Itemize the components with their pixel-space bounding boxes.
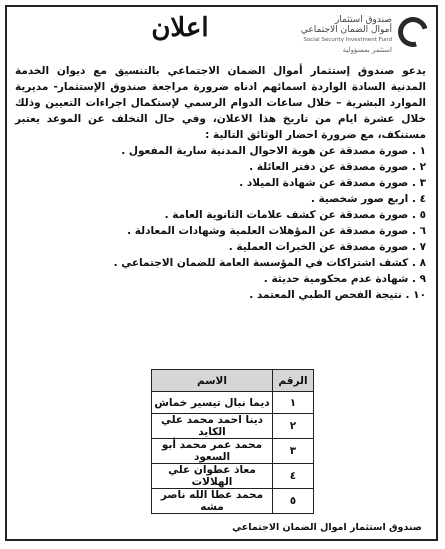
document-item: ٢ . صورة مصدقة عن دفتر العائلة . xyxy=(249,161,426,173)
table-row xyxy=(152,439,314,464)
table-row xyxy=(152,414,314,439)
logo-line-1: صندوق استثمار xyxy=(334,15,392,25)
row-name: محمد عطا الله ناصر مشه xyxy=(152,489,273,514)
document-item: ٦ . صورة مصدقة عن المؤهلات العلمية وشهادات المعادلة . xyxy=(127,225,426,237)
intro-paragraph: يدعو صندوق إستثمار أموال الضمان الاجتماعي بالتنسيق مع ديوان الخدمة المدنية السادة الواردة اسمائهم ادناه ضرورة مراجعة صندوق الإستثمار- مديرية الموارد البشرية – خلال ساعات الدوام الرسمي لإستكمال اجراءات التعيين وذلك خلال عشرة ايام من تاريخ هذا الاعلان، وفي حال التخلف عن الموعد يعتبر مستنكف، مع ضرورة احضار الوثائق التالية : xyxy=(15,65,426,141)
table-row xyxy=(152,392,314,414)
row-num: ٥ xyxy=(273,489,314,514)
row-name: ديما نبال تيسير خماش xyxy=(152,392,273,414)
ssif-logo xyxy=(278,15,428,59)
row-name: محمد عمر محمد أبو السعود xyxy=(152,439,273,464)
logo-line-2: أموال الضمان الاجتماعي xyxy=(300,25,392,35)
names-table-wrapper xyxy=(151,369,313,514)
row-num: ١ xyxy=(273,392,314,414)
row-num: ٣ xyxy=(273,439,314,464)
header-num: الرقم xyxy=(273,370,314,392)
header-name: الاسم xyxy=(152,370,273,392)
names-table xyxy=(151,369,314,514)
document-item: ٣ . صورة مصدقة عن شهادة الميلاد . xyxy=(239,177,426,189)
logo-line-4: استثمر بمسؤولية xyxy=(342,46,392,54)
ssif-logo-icon xyxy=(393,12,434,53)
document-item: ٨ . كشف اشتراكات في المؤسسة العامة للضمان الاجتماعي . xyxy=(113,257,426,269)
table-header-row xyxy=(152,370,314,392)
document-item: ١٠ . نتيجة الفحص الطبي المعتمد . xyxy=(249,289,426,301)
row-num: ٤ xyxy=(273,464,314,489)
table-row xyxy=(152,489,314,514)
page-title: اعلان xyxy=(151,13,209,43)
document-item: ٧ . صورة مصدقة عن الخبرات العملية . xyxy=(228,241,426,253)
announcement-frame xyxy=(5,5,438,541)
row-name: دينا احمد محمد علي الكايد xyxy=(152,414,273,439)
document-item: ٤ . اربع صور شخصية . xyxy=(310,193,426,205)
row-num: ٢ xyxy=(273,414,314,439)
documents-list xyxy=(15,143,426,303)
document-item: ١ . صورة مصدقة عن هوية الاحوال المدنية سارية المفعول . xyxy=(121,145,426,157)
table-row xyxy=(152,464,314,489)
announcement-body xyxy=(15,63,426,303)
document-item: ٩ . شهادة عدم محكومية حديثة . xyxy=(263,273,426,285)
row-name: معاذ عطوان علي الهلالات xyxy=(152,464,273,489)
header xyxy=(7,7,436,61)
logo-text xyxy=(280,15,392,55)
document-item: ٥ . صورة مصدقة عن كشف علامات الثانوية العامة . xyxy=(164,209,426,221)
logo-line-3: Social Security Investment Fund xyxy=(303,37,392,43)
footer-signature: صندوق استثمار اموال الضمان الاجتماعي xyxy=(232,522,422,533)
